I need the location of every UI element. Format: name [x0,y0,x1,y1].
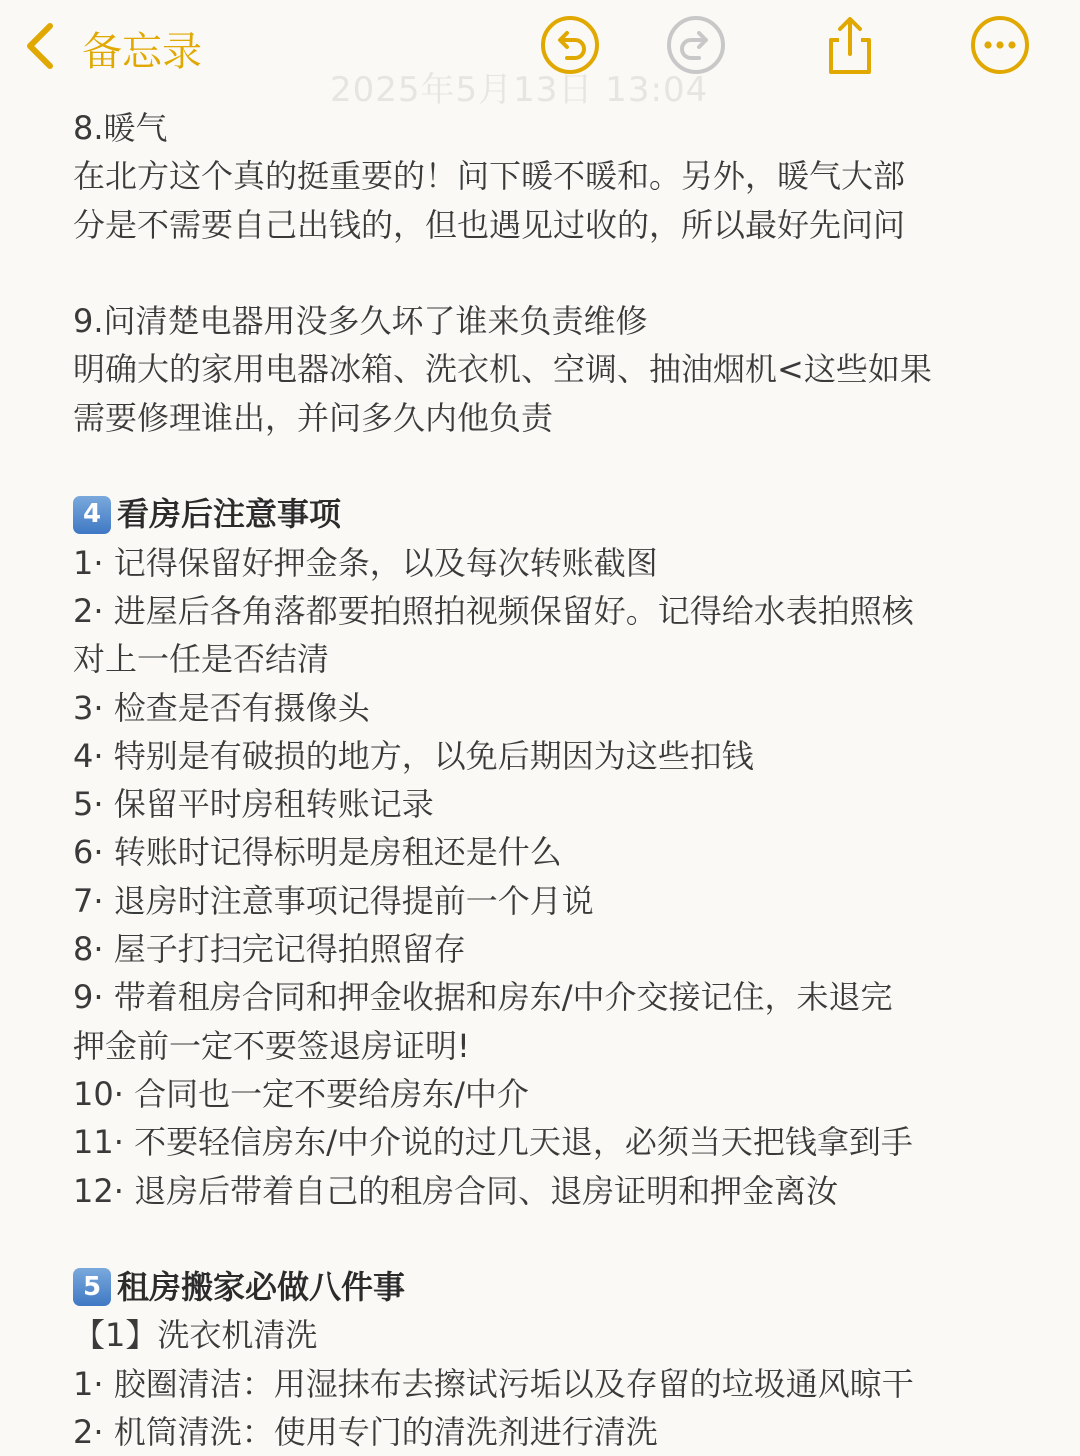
blank-line [73,442,1013,490]
list-item: 8· 屋子打扫完记得拍照留存 [73,930,466,969]
share-icon [819,14,881,80]
undo-button[interactable] [538,15,602,79]
list-item: 押金前一定不要签退房证明! [73,1026,470,1065]
paragraph-line: 明确大的家用电器冰箱、洗衣机、空调、抽油烟机<这些如果 [73,350,932,389]
list-item: 对上一任是否结清 [73,640,330,679]
paragraph-line: 需要修理谁出，并问多久内他负责 [73,398,554,437]
note-date: 2025年5月13日 13:04 [330,70,709,110]
keycap-4-icon: 4 [73,496,111,534]
list-item: 4· 特别是有破损的地方，以免后期因为这些扣钱 [73,736,754,775]
list-item: 2· 进屋后各角落都要拍照拍视频保留好。记得给水表拍照核 [73,591,914,630]
paragraph-line: 在北方这个真的挺重要的！问下暖不暖和。另外，暖气大部 [73,157,906,196]
section-heading-5 [73,1263,1013,1311]
blank-line [73,249,1013,297]
section-title: 9.问清楚电器用没多久坏了谁来负责维修 [73,302,648,341]
section-heading-4 [73,490,1013,538]
toolbar [0,0,1080,110]
section-title: 8.暖气 [73,109,168,147]
more-button[interactable] [968,15,1032,79]
redo-button[interactable] [664,15,728,79]
list-item: 5· 保留平时房租转账记录 [73,785,434,824]
section-heading-label: 租房搬家必做八件事 [117,1268,406,1307]
note-body[interactable] [73,104,1013,1456]
list-item: 【1】洗衣机清洗 [73,1316,318,1355]
list-item: 1· 记得保留好押金条，以及每次转账截图 [73,543,658,582]
list-item: 6· 转账时记得标明是房租还是什么 [73,833,562,872]
list-item: 1· 胶圈清洁：用湿抹布去擦试污垢以及存留的垃圾通风晾干 [73,1364,914,1403]
section-heading-label: 看房后注意事项 [117,495,342,534]
undo-icon [539,14,601,80]
list-item: 9· 带着租房合同和押金收据和房东/中介交接记住，未退完 [73,978,893,1017]
back-label: 备忘录 [82,28,202,75]
back-button[interactable] [22,18,202,78]
list-item: 3· 检查是否有摄像头 [73,688,370,727]
blank-line [73,1215,1013,1263]
more-icon [969,14,1031,80]
list-item: 10· 合同也一定不要给房东/中介 [73,1074,529,1113]
list-item: 2· 机筒清洗：使用专门的清洗剂进行清洗 [73,1413,658,1452]
list-item: 11· 不要轻信房东/中介说的过几天退，必须当天把钱拿到手 [73,1123,913,1162]
keycap-5-icon: 5 [73,1268,111,1306]
chevron-left-icon [22,20,56,76]
list-item: 12· 退房后带着自己的租房合同、退房证明和押金离汝 [73,1171,839,1210]
share-button[interactable] [818,15,882,79]
paragraph-line: 分是不需要自己出钱的，但也遇见过收的，所以最好先问问 [73,205,906,244]
list-item: 7· 退房时注意事项记得提前一个月说 [73,881,594,920]
redo-icon [665,14,727,80]
